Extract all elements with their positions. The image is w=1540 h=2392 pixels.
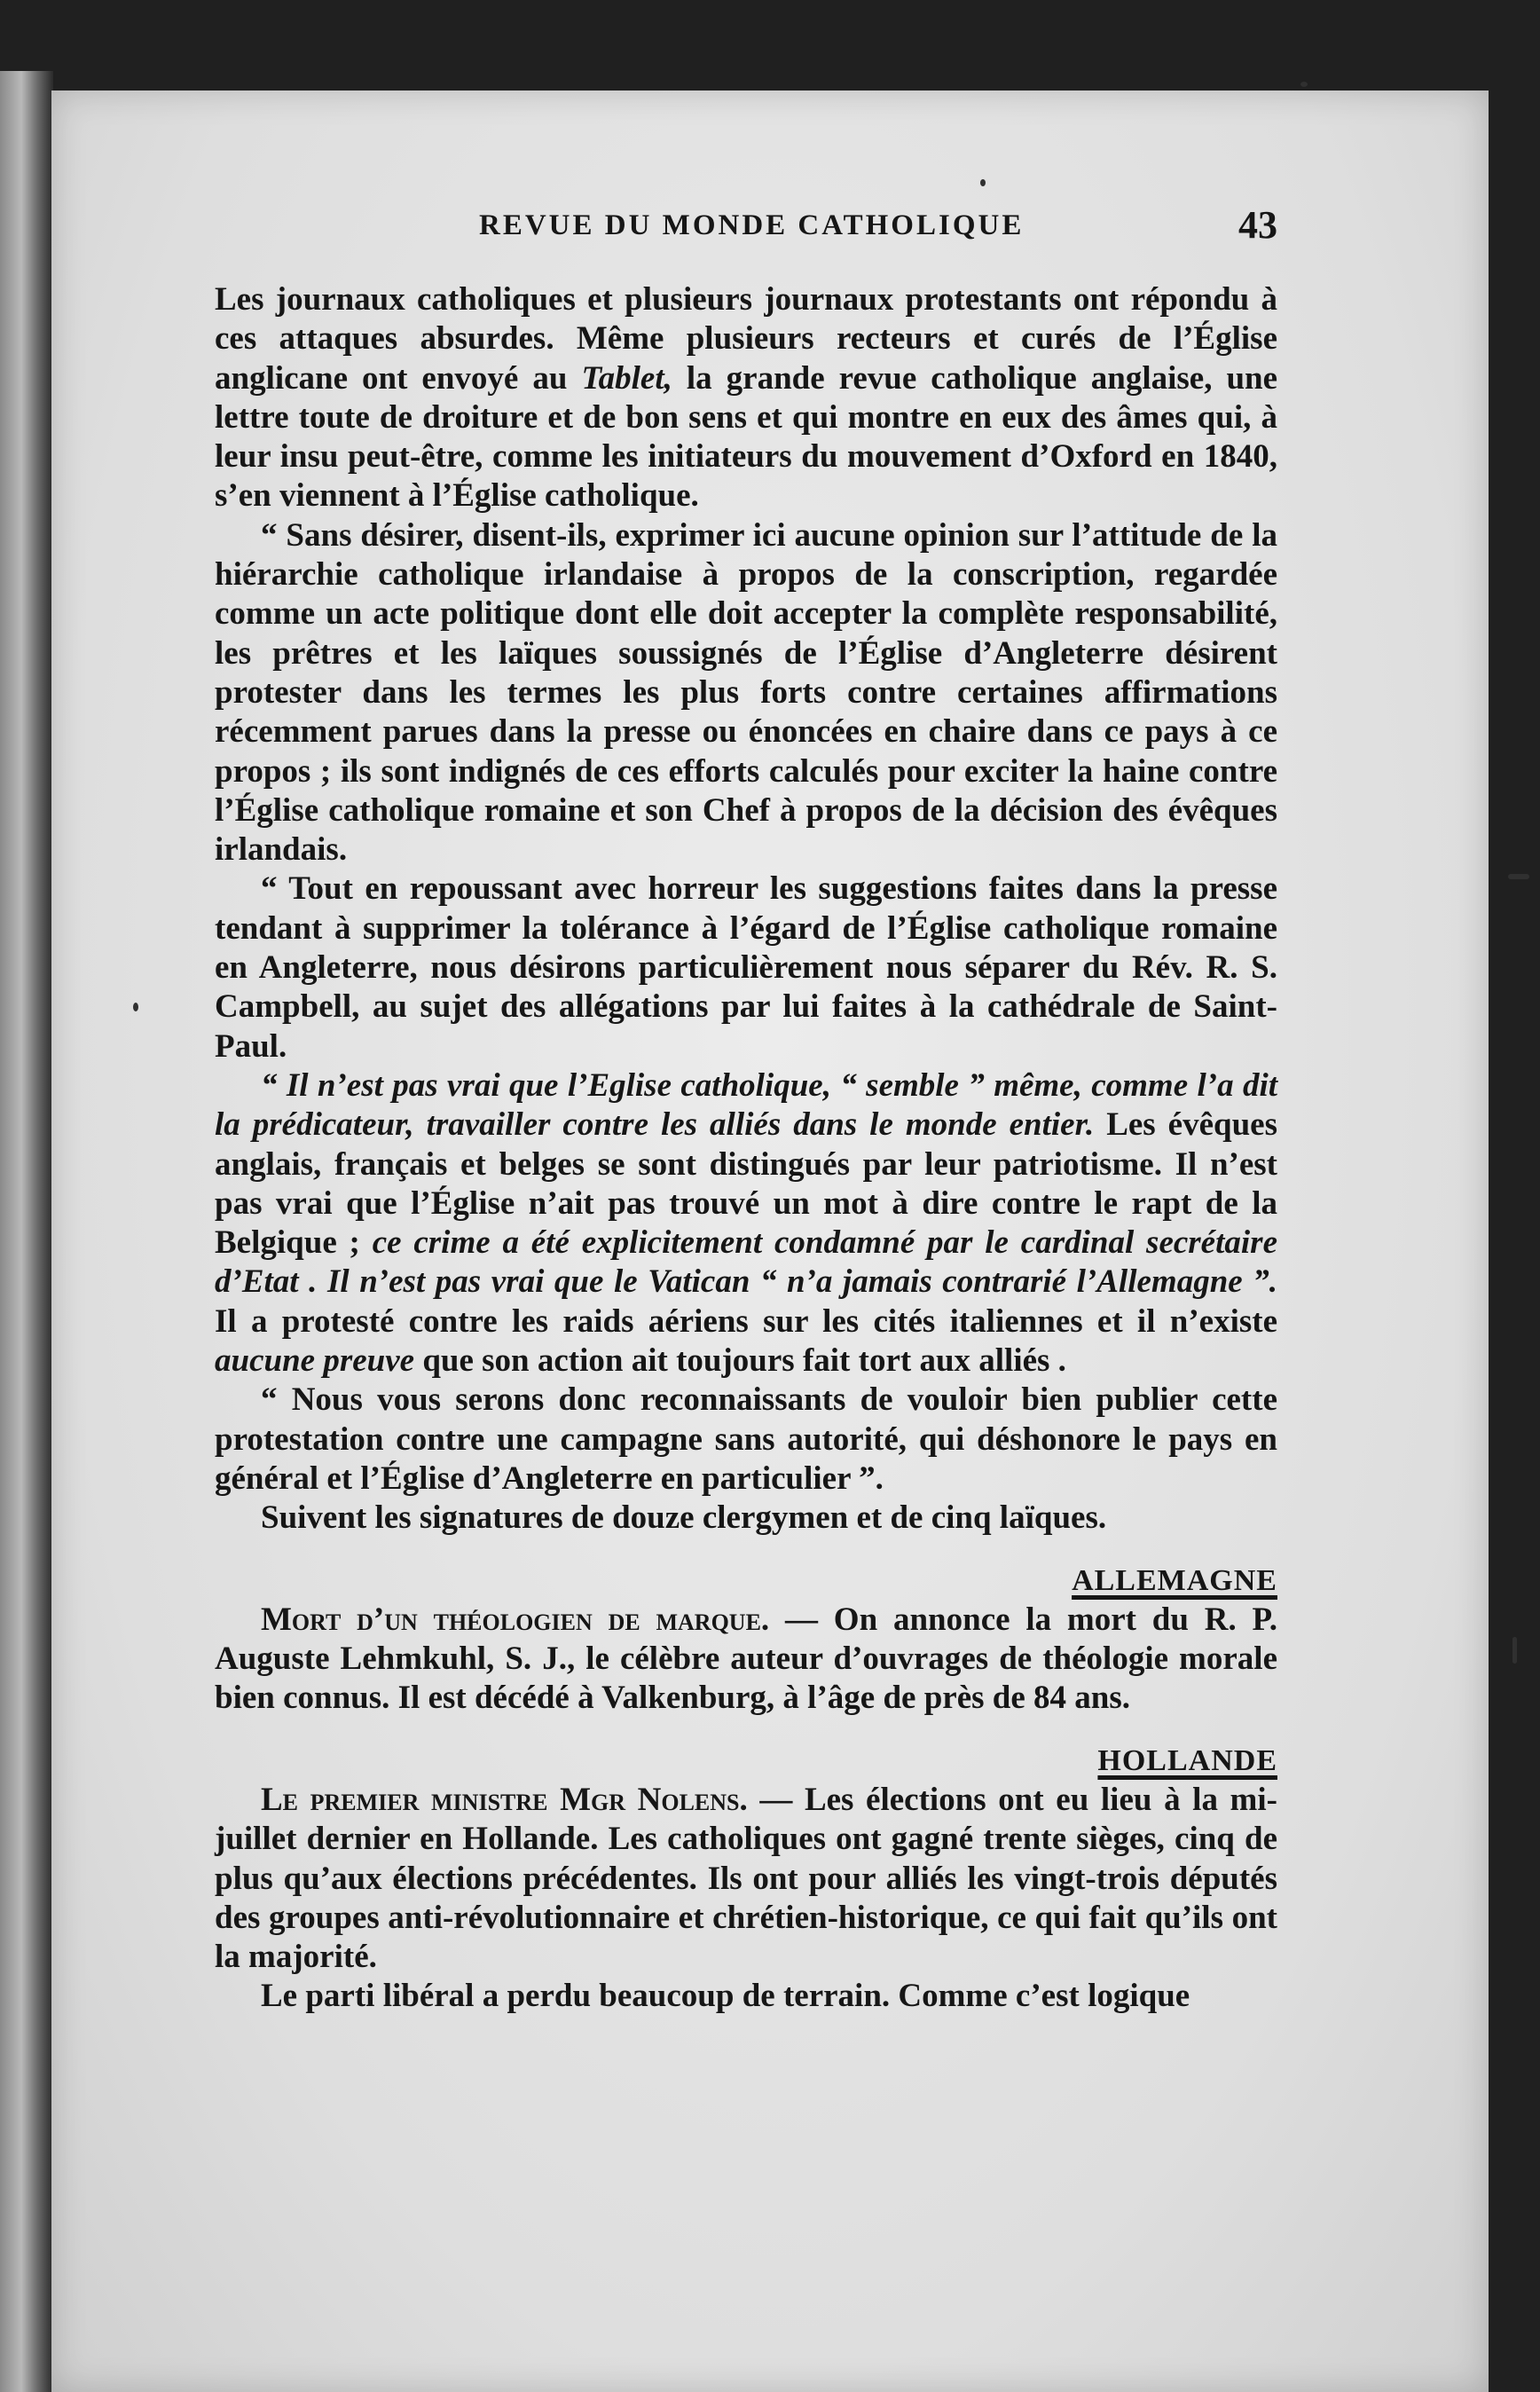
scan-speck bbox=[1512, 1637, 1517, 1664]
scan-speck bbox=[1508, 874, 1529, 879]
paragraph-last: Le parti libéral a perdu beaucoup de terrain. Comme c’est logique bbox=[261, 1978, 1190, 2015]
section-heading-hollande: HOLLANDE bbox=[1097, 1743, 1277, 1777]
scan-speck bbox=[1300, 82, 1308, 87]
news-item-nolens: Le premier ministre Mgr Nolens. — Les élections ont eu lieu à la mi-juillet dernier en Hollande. Les catholiques ont gagné trente sièges, cinq de plus qu’aux élections précédentes. Ils ont pour alliés les vingt-trois députés des groupes anti-révolutionnaire et chrétien-historique, ce qui fait qu’ils ont la majorité. bbox=[215, 1781, 1277, 1976]
tablet-title: Tablet, bbox=[581, 359, 672, 397]
article-body bbox=[215, 280, 1277, 2017]
book-binding-edge bbox=[0, 71, 53, 2392]
news-lead: Mort d’un théologien de marque. bbox=[261, 1601, 770, 1638]
scan-speck bbox=[133, 1003, 138, 1011]
scan-speck bbox=[980, 179, 986, 186]
journal-title: REVUE DU MONDE CATHOLIQUE bbox=[479, 209, 1025, 241]
paragraph-2: “ Sans désirer, disent-ils, exprimer ici aucune opinion sur l’attitude de la hiérarchie catholique irlandaise à propos de la conscription, regardée comme un acte politique dont elle doit accepter la complète responsabilité, les prêtres et les laïques soussignés de l’Église d’Angleterre désirent protester dans les termes les plus forts contre certaines affirmations récemment parues dans la presse ou énoncées en chaire dans ce pays à ce propos ; ils sont indignés de ces efforts calculés pour exciter la haine contre l’Église catholique romaine et son Chef à propos de la décision des évêques irlandais. bbox=[215, 516, 1277, 869]
news-lead: Le premier ministre Mgr Nolens. bbox=[261, 1781, 748, 1818]
news-item-lehmkuhl: Mort d’un théologien de marque. — On annonce la mort du R. P. Auguste Lehmkuhl, S. J., le célèbre auteur d’ouvrages de théologie morale bien connus. Il est décédé à Valkenburg, à l’âge de près de 84 ans. bbox=[215, 1601, 1277, 1717]
paragraph-1: Les journaux catholiques et plusieurs journaux protestants ont répondu à ces attaques absurdes. Même plusieurs recteurs et curés de l’Église anglicane ont envoyé au Tablet, la grande revue catholique anglaise, une lettre toute de droiture et de bon sens et qui montre en eux des âmes qui, à leur insu peut-être, comme les initiateurs du mouvement d’Oxford en 1840, s’en viennent à l’Église catholique. bbox=[215, 281, 1278, 515]
paragraph-6: Suivent les signatures de douze clergymen et de cinq laïques. bbox=[261, 1499, 1107, 1537]
page-number: 43 bbox=[1238, 203, 1277, 247]
paragraph-5: “ Nous vous serons donc reconnaissants de vouloir bien publier cette protestation contre une campagne sans autorité, qui déshonore le pays en général et l’Église d’Angleterre en particulier ”. bbox=[215, 1381, 1277, 1497]
paragraph-3: “ Tout en repoussant avec horreur les suggestions faites dans la presse tendant à supprimer la tolérance à l’égard de l’Église catholique romaine en Angleterre, nous désirons particulièrement nous séparer du Rév. R. S. Campbell, au sujet des allégations par lui faites à la cathédrale de Saint-Paul. bbox=[215, 870, 1277, 1065]
running-head bbox=[222, 203, 1277, 263]
section-heading-allemagne: ALLEMAGNE bbox=[1072, 1563, 1277, 1597]
paragraph-4: “ Il n’est pas vrai que l’Eglise catholique, “ semble ” même, comme l’a dit la prédicateur, travailler contre les alliés dans le monde entier. Les évêques anglais, français et belges se sont distingués par leur patriotisme. Il n’est pas vrai que l’Église n’ait pas trouvé un mot à dire contre le rapt de la Belgique ; ce crime a été explicitement condamné par le cardinal secrétaire d’Etat . Il n’est pas vrai que le Vatican “ n’a jamais contrarié l’Allemagne ”. Il a protesté contre les raids aériens sur les cités italiennes et il n’existe aucune preuve que son action ait toujours fait tort aux alliés . bbox=[215, 1066, 1278, 1380]
